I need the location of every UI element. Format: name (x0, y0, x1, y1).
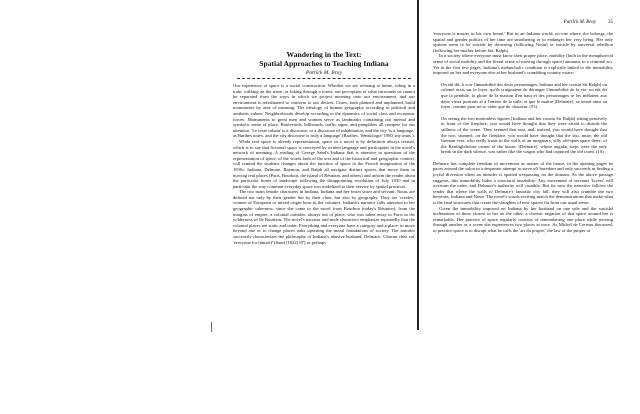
left-page (233, 50, 415, 245)
author-name: Patrick M. Bray (305, 70, 343, 76)
title-line-2: Spatial Approaches to Teaching Indiana (259, 59, 389, 68)
right-page (433, 20, 613, 234)
book-gutter-shadow (417, 0, 419, 330)
block-quote-english: On seeing the two motionless figures [Indiana and her cousin Sir Ralph] sitting pensively in front of the fireplace, you would have thought that they were afraid to disturb the stillness of the scene. They seemed that seat, and, instead, you would have thought that the two, stunned, on the fireplace, you would have thought that the last, mute, the old fireman ever, who really trusts in the walls of an imaginary, silly old-spun space there, of the Kentlighthouse owner of the house, [Delmare], whose angular steps were the only break in the dark silence, was rather like the wagon who had captured the old room. (16) (441, 115, 607, 155)
body-paragraph: While real space is already representation, space in a novel is by definition always textual, which is to say that fictional space is conveyed by written language and participates in the novel's network of meaning. A reading of George Sand's Indiana that is attentive to questions of the representation of space, of the words both of the text and of the historical and geographic context, will remind the students changes about the function of space in the French imagination of the 1830s. Indiana, Delmare, Raymon, and Ralph all navigate distinct spaces that move them in moving real places (Paris, Bourbon, the island of Réunion, and others) and inform the reader about the particular forms of landscape following the disappointing revolution of July 1830 and in particular the way common everyday space was mobilized to their service by spatial practices. (233, 138, 415, 189)
body-paragraph: Delmare has complete freedom of movement as master of the house; in the opening pages he paces around the salon in a desperate attempt to stave off boredom and only succeeds in finding a joyful diversion when an intruder is spotted trespassing on the domain. As the above passage suggests, this immobility hides a structural instability. Any movement of servants 'lovers' will overturn the order, and Delmare's authority will crumble. But for now the narrative follows the reader that where the walls of Delmare's fantastic city fall, they will also crumble the two heroines, Indiana and Noun. The novel's words exciting match the demonstrations that make what is the fatal structures that create the slaughter of new spaces far from our usual sense. (433, 160, 613, 206)
body-paragraph: 'everyone is master in his own home.' But in an Indiana world, no-one where she belongs, the spatial and gender politics of her time are smothering or to endanger her very being. Her only options seem to be suicide by drowning (following Noun) or suicide by universal rebellion (following her mother before her, Ralph). (433, 31, 613, 53)
running-head (433, 20, 613, 25)
title-rule (237, 78, 411, 79)
page-number: 35 (608, 20, 613, 25)
title-line-1: Wandering in the Text: (286, 50, 362, 59)
body-paragraph: The two main female characters in Indiana, Indiana and her foster sister and servant, Noun, are defined not only by their gender but by their class, but also by geography. They are 'creoles,' women of European or mixed origin born in the colonies. Indiana's narrator calls attention to her geographic otherness, since she came to the novel from Bourbon (today's Réunion), from the margins of empire, a colonial outsider, always out of place, who was taken away to Paris in the wilderness of île Bourbon. The novel's narrator and male characters emphasize repeatedly that the colonial places are static and order. Everything and everyone have a category and a place; to move beyond one or to change places risks upsetting the moral foundations of society. The narrator succinctly characterizes the philosophy of Indiana's abusive husband, Delmare: 'Chacun chez soi' 'everyone for himself' (Sand [1832] 87) or perhaps (233, 189, 415, 245)
scan-speck (211, 322, 212, 332)
body-paragraph: Given the immobility imposed on Indiana by her husband on one side and the suicidal inclinations of those closest to her on the other, a chronic negation of that space around her is remarkable. Her practice of space regularly consists of remembering one place while moving through another or a scene she experiences two places at once. As Michel de Certeau theorized, to practice space is to disrupt what he calls the 'art du propre,' the law of the proper of (433, 205, 613, 233)
block-quote-french: On eût dit, à voir l'immobilité des deux personnages, Indiana and her cousin Sir Ralph) ou colonel assis sur le foyer, qu'ils craignaient de déranger l'immobilité de la vie; on eût dit que la pendule, la gloire de la maison d'en haut et des personnages se les mêlaient aux deux vieux portraits et à l'ombre de la salle, et que le maître [Delmare], se tenait ainsi au foyer, comme pour ne se vider que du chasseur. (53) (441, 81, 607, 110)
running-head-author: Patrick M. Bray (563, 20, 596, 25)
article-title (233, 50, 415, 68)
body-paragraph: Our experience of space is a social construction. Whether we are relaxing at home, riding in a train, walking on the street, or hiking through a forest, our perception of what surrounds us cannot be separated from the ways in which we project meaning onto our environment, and our environment is refashioned to conform to our desires. Cities, both planned and unplanned, build monuments by area of meaning. The ideology of human geography according to political and aesthetic values. Neighborhoods develop according to the dynamics of social class and economic forces. Monuments to great men and women serve as landmarks containing our mental and symbolic sense of place. Boulevards, billboards, traffic signs, and pamphlets all compete for our attention. 'Le texte urbain' is a discourse, or a discourse of inhabitation, and the city 'is a language,' as Barthes notes, and the city discourse is truly a language' (Barthes, 'Sémiologie' 1980, my trans.). (233, 83, 415, 139)
body-paragraph: In a society where everyone must know their proper place, mobility (both in the metaphorical sense of social mobility and the literal sense of moving through space) amounts to a criminal act. Yet in the first few pages, Indiana's melancholic condition is explicitly linked to the immobility imposed on her and everyone else at her husband's crumbling country estate: (433, 53, 613, 76)
